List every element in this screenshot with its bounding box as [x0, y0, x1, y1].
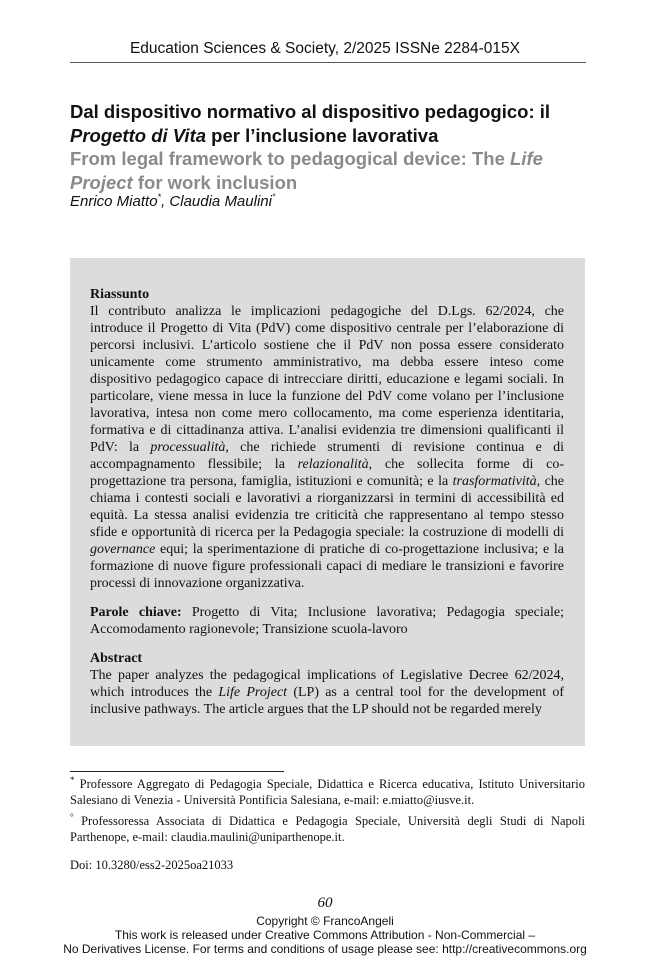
riassunto-em3: trasformatività: [452, 474, 537, 489]
author-2-mark: °: [271, 192, 276, 202]
riassunto-em4: governance: [90, 542, 156, 557]
riassunto-em1: processualità: [150, 440, 226, 455]
footnote-1-mark: *: [70, 774, 75, 785]
footnotes: [70, 776, 585, 850]
license-notice: [0, 914, 650, 956]
journal-header: Education Sciences & Society, 2/2025 ISSNe 2284-015X: [129, 40, 521, 57]
riassunto-em2: relazionalità: [297, 457, 369, 472]
article-title-english: [70, 147, 595, 195]
author-separator: ,: [161, 193, 170, 210]
abstract-seg1: The paper analyzes the pedagogical implications of Legislative Decree 62/2024, which introduces the: [90, 668, 564, 700]
page-number: 60: [317, 895, 333, 911]
footnote-1-text: Professore Aggregato di Pedagogia Speciale, Didattica e Ricerca educativa, Istituto Universitario Salesiano di Venezia - Università Pontificia Salesiana, e-mail: e.miatto@iusve.it.: [70, 777, 585, 807]
spacer: [90, 638, 564, 650]
riassunto-seg1: Il contributo analizza le implicazioni pedagogiche del D.Lgs. 62/2024, che introduce il Progetto di Vita (PdV) come dispositivo centrale per l’elaborazione di percorsi inclusivi. L’articolo sostiene che il PdV non possa essere considerato unicamente come strumento amministrativo, ma debba essere inteso come dispositivo pedagogico capace di intrecciare diritti, educazione e legami sociali. In particolare, viene messa in luce la funzione del PdV come volano per l’inclusione lavorativa, intesa non come mero collocamento, ma come esperienza identitaria, formativa e di cittadinanza attiva. L’analisi evidenzia tre dimensioni qualificanti il PdV: la: [90, 304, 564, 455]
footnote-2-text: Professoressa Associata di Didattica e Pedagogia Speciale, Università degli Studi di Napoli Parthenope, e-mail: claudia.maulini@uniparthenope.it.: [70, 814, 585, 844]
author-2: Claudia Maulini: [169, 193, 272, 210]
footnote-2: [70, 813, 585, 845]
riassunto-seg3: , che sollecita forme di co-progettazione tra persona, famiglia, istituzioni e comunità; e la: [90, 457, 564, 489]
abstract-em1: Life Project: [218, 685, 288, 700]
author-1: Enrico Miatto: [70, 193, 158, 210]
license-line-3: No Derivatives License. For terms and conditions of usage please see: http://creativecommons.org: [63, 942, 587, 956]
abstract-box-content: [90, 286, 564, 718]
riassunto-seg4: , che chiama i contesti sociali e lavorativi a riorganizzarsi in termini di accessibilità ed equità. La stessa analisi evidenzia tre criticità che rappresentano al tempo stesso sfide e opportunità di ricerca per la Pedagogia speciale: la costruzione di modelli di: [90, 474, 564, 540]
riassunto-heading: Riassunto: [90, 287, 150, 302]
abstract-text: [90, 667, 564, 718]
keywords-text: Progetto di Vita; Inclusione lavorativa; Pedagogia speciale; Accomodamento ragionevole; Transizione scuola-lavoro: [90, 605, 564, 637]
title-it-part2: per l’inclusione lavorativa: [206, 125, 439, 146]
title-en-italic: Life Project: [70, 148, 543, 193]
authors: [70, 193, 276, 210]
title-en-part2: for work inclusion: [132, 172, 298, 193]
article-title-italian: [70, 100, 590, 148]
riassunto-seg5: equi; la sperimentazione di pratiche di co-progettazione inclusiva; e la formazione di nuove figure professionali capaci di mediare le transizioni e favorire processi di innovazione organizzativa.: [90, 542, 564, 591]
riassunto-text: [90, 303, 564, 592]
riassunto-seg2: , che richiede strumenti di revisione continua e di accompagnamento flessibile; la: [90, 440, 564, 472]
header-rule: [70, 62, 586, 63]
abstract-seg2: (LP) as a central tool for the development of inclusive pathways. The article argues that the LP should not be regarded merely: [90, 685, 565, 717]
keywords: [90, 604, 564, 638]
doi: Doi: 10.3280/ess2-2025oa21033: [70, 858, 234, 872]
title-en-part1: From legal framework to pedagogical device: The: [70, 148, 510, 169]
spacer: [90, 592, 564, 604]
author-1-mark: *: [157, 192, 162, 202]
footnote-rule: [70, 771, 284, 772]
copyright-line: Copyright © FrancoAngeli: [256, 914, 394, 928]
license-line-2: This work is released under Creative Commons Attribution - Non-Commercial –: [114, 928, 536, 942]
footnote-1: [70, 776, 585, 808]
abstract-heading: Abstract: [90, 651, 143, 666]
title-it-italic: Progetto di Vita: [70, 125, 207, 146]
abstract-box: [70, 258, 585, 746]
title-it-part1: Dal dispositivo normativo al dispositivo pedagogico: il: [70, 101, 551, 122]
keywords-label: Parole chiave:: [90, 605, 182, 620]
footnote-2-mark: °: [70, 811, 74, 822]
